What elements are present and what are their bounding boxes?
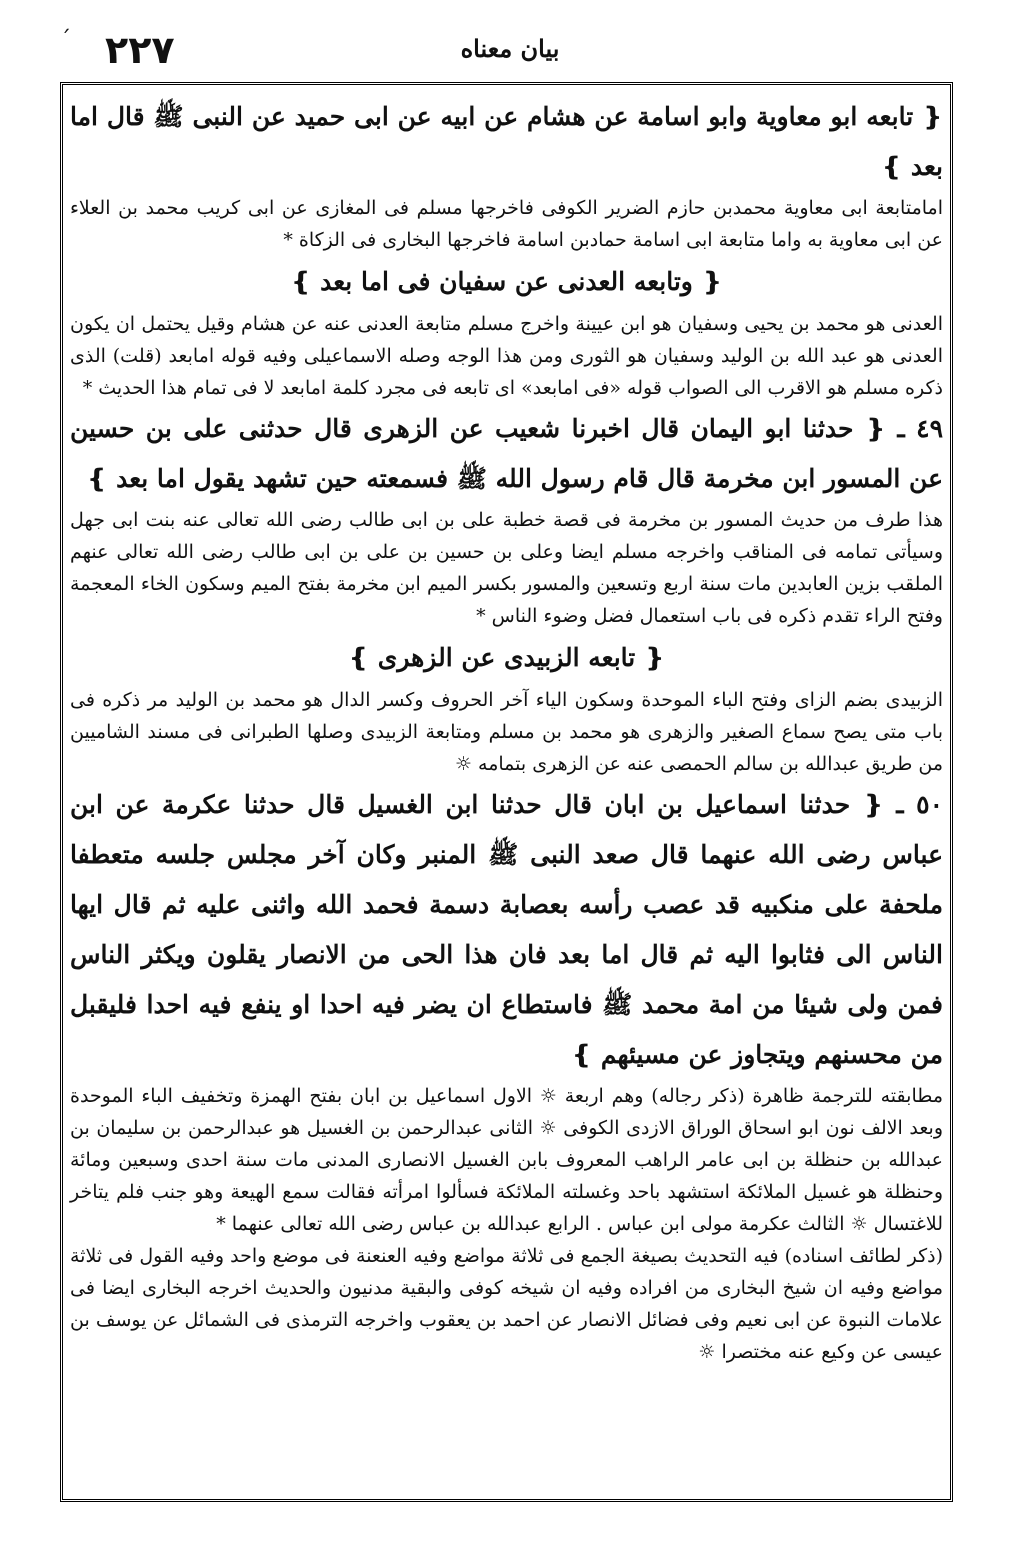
running-title: بیان معناه [460,34,560,63]
commentary-paragraph: مطابقته للترجمة ظاهرة (ذكر رجاله) وهم اربعة ☼ الاول اسماعيل بن ابان بفتح الهمزة وتخفيف الباء الموحدة وبعد الالف نون ابو اسحاق الوراق الازدى الكوفى ☼ الثانى عبدالرحمن بن الغسيل هو عبدالرحمن بن سليمان بن عبدالله بن حنظلة بن ابى عامر الراهب المعروف بابن الغسيل الانصارى المدنى مات سنة احدى وسبعين ومائة وحنظلة هو غسيل الملائكة استشهد باحد وغسلته الملائكة فسألوا امرأته فقالت سمع الهيعة وهو جنب فلم يتاخر للاغتسال ☼ الثالث عكرمة مولى ابن عباس . الرابع عبدالله بن عباس رضى الله تعالى عنهما * [70,1085,943,1235]
corner-mark: ˊ [60,28,71,53]
page-body [70,92,943,1368]
hadith-text: ٤٩ ـ ❴ حدثنا ابو اليمان قال اخبرنا شعيب عن الزهرى قال حدثنى على بن حسين عن المسور ابن مخرمة قال قام رسول الله ﷺ فسمعته حين تشهد يقول اما بعد ❵ [70,414,943,493]
section-heading: ❴ وتابعه العدنى عن سفيان فى اما بعد ❵ [290,267,723,296]
hadith-text: ٥٠ ـ ❴ حدثنا اسماعيل بن ابان قال حدثنا ابن الغسيل قال حدثنا عكرمة عن ابن عباس رضى الله عنهما قال صعد النبى ﷺ المنبر وكان آخر مجلس جلسه متعطفا ملحفة على منكبيه قد عصب رأسه بعصابة دسمة فحمد الله واثنى عليه ثم قال ايها الناس الى فثابوا اليه ثم قال اما بعد فان هذا الحى من الانصار يقلون ويكثر الناس فمن ولى شيئا من امة محمد ﷺ فاستطاع ان يضر فيه احدا او ينفع فيه احدا فليقبل من محسنهم ويتجاوز عن مسيئهم ❵ [70,790,943,1069]
section-heading: ❴ تابعه الزبيدى عن الزهرى ❵ [348,643,665,672]
page-number: ٢٢٧ [105,28,175,72]
commentary-paragraph: العدنى هو محمد بن يحيى وسفيان هو ابن عيينة واخرج مسلم متابعة العدنى عنه عن هشام وقيل يحتمل ان يكون العدنى هو عبد الله بن الوليد وسفيان هو الثورى ومن هذا الوجه وصله الاسماعيلى وفيه قوله امابعد (قلت) الذى ذكره مسلم هو الاقرب الى الصواب قوله «فى امابعد» اى تابعه فى مجرد كلمة امابعد لا فى تمام هذا الحديث * [70,313,943,399]
commentary-paragraph: الزبيدى بضم الزاى وفتح الباء الموحدة وسكون الياء آخر الحروف وكسر الدال هو محمد بن الوليد مر ذكره فى باب متى يصح سماع الصغير والزهرى هو محمد بن مسلم ومتابعة الزبيدى وصلها الطبرانى فى مسند الشاميين من طريق عبدالله بن سالم الحمصى عنه عن الزهرى بتمامه ☼ [70,689,943,775]
commentary-paragraph: امامتابعة ابى معاوية محمدبن حازم الضرير الكوفى فاخرجها مسلم فى المغازى عن ابى كريب محمد بن العلاء عن ابى معاوية به واما متابعة ابى اسامة حمادبن اسامة فاخرجها البخارى فى الزكاة * [70,197,943,251]
commentary-paragraph: هذا طرف من حديث المسور بن مخرمة فى قصة خطبة على بن ابى طالب رضى الله تعالى عنه بنت ابى جهل وسيأتى تمامه فى المناقب واخرجه مسلم ايضا وعلى بن حسين بن على بن ابى طالب رضى الله تعالى عنهم الملقب بزين العابدين مات سنة اربع وتسعين والمسور بكسر الميم ابن مخرمة بفتح الميم وسكون الخاء المعجمة وفتح الراء تقدم ذكره فى باب استعمال فضل وضوء الناس * [70,509,943,627]
page-header [60,28,960,78]
hadith-text: ❴ تابعه ابو معاوية وابو اسامة عن هشام عن ابيه عن ابى حميد عن النبى ﷺ قال اما بعد ❵ [70,102,943,181]
commentary-paragraph: (ذكر لطائف اسناده) فيه التحديث بصيغة الجمع فى ثلاثة مواضع وفيه العنعنة فى موضع واحد وفيه القول فى ثلاثة مواضع وفيه ان شيخ البخارى من افراده وفيه ان شيخه كوفى والبقية مدنيون والحديث اخرجه البخارى ايضا فى علامات النبوة عن ابى نعيم وفى فضائل الانصار عن احمد بن يعقوب واخرجه الترمذى فى الشمائل عن يوسف بن عيسى عن وكيع عنه مختصرا ☼ [70,1245,943,1363]
